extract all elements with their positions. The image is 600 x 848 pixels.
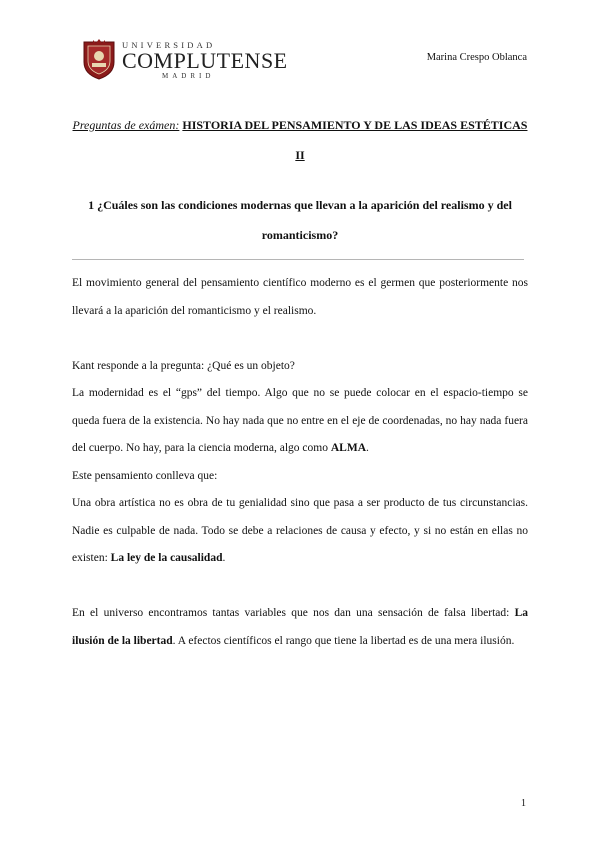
logo-university-text: UNIVERSIDAD (122, 40, 216, 50)
document-title (72, 110, 528, 170)
bold-term: La ley de la causalidad (110, 552, 223, 564)
page-number: 1 (521, 798, 526, 809)
university-seal-icon (80, 38, 118, 80)
question-heading: 1 ¿Cuáles son las condiciones modernas que llevan a la aparición del realismo y del romanticismo? (88, 198, 512, 242)
bold-term: ALMA (330, 442, 366, 454)
title-label: Preguntas de exámen: (72, 118, 180, 132)
paragraph: La modernidad es el “gps” del tiempo. Algo que no se puede colocar en el espacio-tiempo se queda fuera de la existencia. No hay nada que no entre en el eje de coordenadas, no hay nada fuera del cuerpo. No hay, para la ciencia moderna, algo como ALMA. (72, 387, 528, 454)
logo-complutense-text: COMPLUTENSE (122, 48, 288, 73)
paragraph: En el universo encontramos tantas variables que nos dan una sensación de falsa libertad: La ilusión de la libertad. A efectos científicos el rango que tiene la libertad es de una mera ilusión. (72, 607, 528, 647)
body-text (72, 270, 528, 655)
author-name: Marina Crespo Oblanca (426, 52, 527, 63)
divider (72, 259, 524, 260)
paragraph: El movimiento general del pensamiento científico moderno es el germen que posteriormente nos llevará a la aparición del romanticismo y el realismo. (72, 277, 528, 317)
logo-madrid-text: MADRID (162, 72, 215, 80)
paragraph: Este pensamiento conlleva que: (72, 469, 218, 482)
university-logo (80, 36, 288, 82)
title-main: HISTORIA DEL PENSAMIENTO Y DE LAS IDEAS ESTÉTICAS II (182, 118, 528, 162)
bold-term: La ilusión de la libertad (72, 607, 528, 647)
paragraph: Kant responde a la pregunta: ¿Qué es un objeto? (72, 359, 295, 372)
paragraph: Una obra artística no es obra de tu genialidad sino que pasa a ser producto de tus circunstancias. Nadie es culpable de nada. Todo se debe a relaciones de causa y efecto, y si no están en ellas no existen: La ley de la causalidad. (72, 497, 528, 564)
